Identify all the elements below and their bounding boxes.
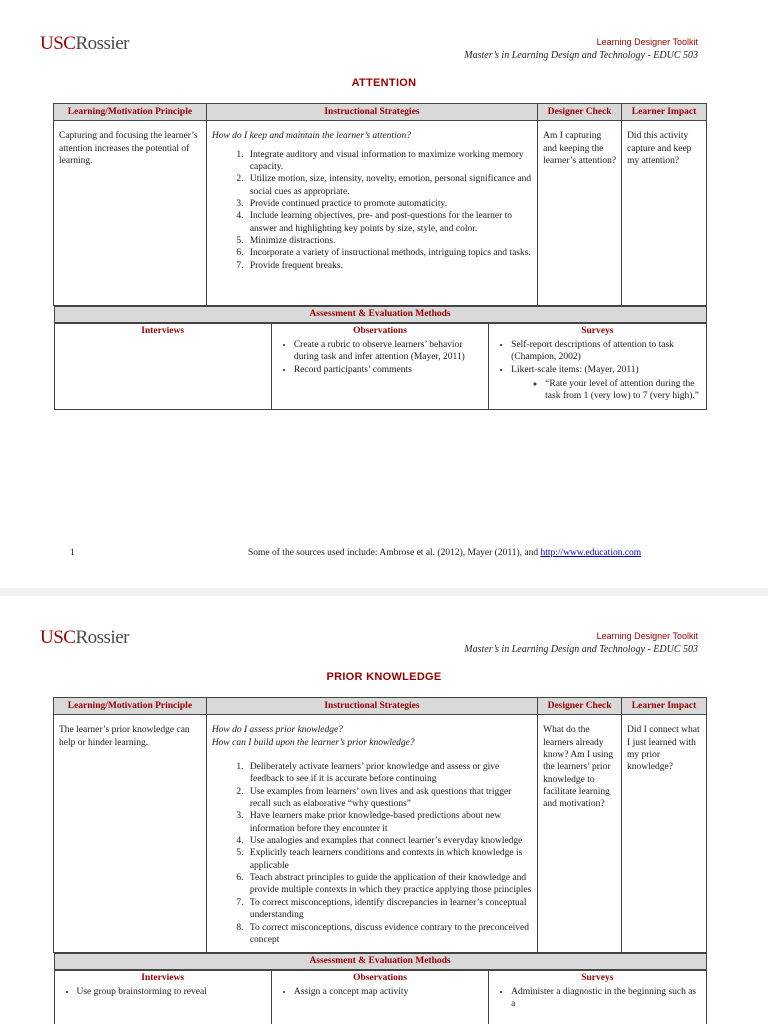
footnote-number: 1 xyxy=(70,548,75,558)
strategy-item: 1. Deliberately activate learners’ prior knowledge and assess or give feedback to see if it is accurate before continuing xyxy=(246,761,532,786)
observations-list xyxy=(276,986,484,998)
learner-impact-cell: Did I connect what I just learned with my prior knowledge? xyxy=(622,715,707,953)
assessment-header: Assessment & Evaluation Methods xyxy=(54,306,707,322)
program-subtitle: Master’s in Learning Design and Technology - EDUC 503 xyxy=(464,644,698,655)
surveys-cell xyxy=(489,323,706,409)
strategy-item: 7. Provide frequent breaks. xyxy=(246,260,532,272)
logo-rossier: Rossier xyxy=(75,627,129,648)
logo-rossier: Rossier xyxy=(75,33,129,54)
surveys-list xyxy=(493,986,701,1011)
assessment-table xyxy=(54,970,707,1024)
strategies-cell xyxy=(206,121,537,306)
principle-cell: Capturing and focusing the learner’s attention increases the potential of learning. xyxy=(54,121,207,306)
col-principle-header: Learning/Motivation Principle xyxy=(54,104,207,121)
survey-item-text: Likert-scale items: (Mayer, 2011) xyxy=(511,364,639,375)
designer-check-cell: What do the learners already know? Am I using the learners’ prior knowledge to facilitate learning and motivation? xyxy=(538,715,622,953)
col-strategies-header: Instructional Strategies xyxy=(206,104,537,121)
observations-header: Observations xyxy=(353,325,407,336)
observation-item: • Assign a concept map activity xyxy=(294,986,484,998)
attention-table xyxy=(53,103,707,410)
survey-subitem: ◦ “Rate your level of attention during the task from 1 (very low) to 7 (very high).” xyxy=(545,378,701,403)
strategy-item: 5. Minimize distractions. xyxy=(246,235,532,247)
observation-item: • Record participants’ comments xyxy=(294,364,484,376)
col-strategies-header: Instructional Strategies xyxy=(206,698,537,715)
toolkit-title: Learning Designer Toolkit xyxy=(596,631,698,641)
learner-impact-cell: Did this activity capture and keep my attention? xyxy=(622,121,707,306)
col-learner-impact-header: Learner Impact xyxy=(622,698,707,715)
strategy-item: 7. To correct misconceptions, identify discrepancies in learner’s conceptual understanding xyxy=(246,897,532,922)
strategy-item: 4. Include learning objectives, pre- and post-questions for the learner to answer and highlighting key points by size, style, and color. xyxy=(246,210,532,235)
assessment-header: Assessment & Evaluation Methods xyxy=(54,953,707,969)
designer-check-cell: Am I capturing and keeping the learner’s attention? xyxy=(538,121,622,306)
col-designer-check-header: Designer Check xyxy=(538,698,622,715)
col-designer-check-header: Designer Check xyxy=(538,104,622,121)
footnote-text: Some of the sources used include: Ambrose et al. (2012), Mayer (2011), and xyxy=(248,548,541,558)
surveys-cell xyxy=(489,970,706,1024)
strategy-question: How do I assess prior knowledge? xyxy=(211,725,343,736)
survey-sublist xyxy=(511,378,701,403)
col-learner-impact-header: Learner Impact xyxy=(622,104,707,121)
education-link[interactable]: http://www.education.com xyxy=(540,548,642,558)
strategy-item: 2. Utilize motion, size, intensity, novelty, emotion, personal significance and social cues as appropriate. xyxy=(246,173,532,198)
usc-rossier-logo xyxy=(40,33,129,55)
page-2 xyxy=(0,596,768,1024)
interviews-cell xyxy=(54,970,271,1024)
strategies-cell xyxy=(206,715,537,953)
program-subtitle: Master’s in Learning Design and Technology - EDUC 503 xyxy=(464,50,698,61)
toolkit-title: Learning Designer Toolkit xyxy=(596,37,698,47)
assessment-table xyxy=(54,323,707,410)
prior-knowledge-table xyxy=(53,697,707,1024)
interviews-cell xyxy=(54,323,271,409)
section-title-attention: ATTENTION xyxy=(351,77,417,89)
surveys-list xyxy=(493,339,701,403)
surveys-header: Surveys xyxy=(581,325,614,336)
strategy-list xyxy=(212,149,532,272)
survey-item xyxy=(511,364,701,403)
strategy-item: 8. To correct misconceptions, discuss evidence contrary to the preconceived concept xyxy=(246,922,532,947)
strategy-item: 3. Have learners make prior knowledge-based predictions about new information before they encounter it xyxy=(246,810,532,835)
observations-cell xyxy=(271,323,488,409)
interview-item: • Use group brainstorming to reveal xyxy=(77,986,267,998)
principle-cell: The learner’s prior knowledge can help or hinder learning. xyxy=(54,715,207,953)
section-title-prior-knowledge: PRIOR KNOWLEDGE xyxy=(326,671,442,683)
observation-item: • Create a rubric to observe learners’ behavior during task and infer attention (Mayer, 2011) xyxy=(294,339,484,364)
logo-usc: USC xyxy=(40,627,76,648)
strategy-item: 3. Provide continued practice to promote automaticity. xyxy=(246,198,532,210)
strategy-list xyxy=(212,761,532,946)
interviews-header: Interviews xyxy=(141,972,185,983)
page-separator xyxy=(0,588,768,596)
strategy-question: How can I build upon the learner’s prior knowledge? xyxy=(211,737,415,748)
survey-item: • Self-report descriptions of attention to task (Champion, 2002) xyxy=(511,339,701,364)
strategy-question: How do I keep and maintain the learner’s attention? xyxy=(211,131,411,142)
observations-header: Observations xyxy=(353,972,407,983)
observations-cell xyxy=(271,970,488,1024)
strategy-item: 6. Incorporate a variety of instructional methods, intriguing topics and tasks. xyxy=(246,247,532,259)
survey-item: • Administer a diagnostic in the beginning such as a xyxy=(511,986,701,1011)
col-principle-header: Learning/Motivation Principle xyxy=(54,698,207,715)
strategy-item: 4. Use analogies and examples that connect learner’s everyday knowledge xyxy=(246,835,532,847)
strategy-item: 6. Teach abstract principles to guide the application of their knowledge and provide multiple contexts in which they practice applying those principles xyxy=(246,872,532,897)
usc-rossier-logo xyxy=(40,627,129,649)
strategy-item: 1. Integrate auditory and visual information to maximize working memory capacity. xyxy=(246,149,532,174)
interviews-header: Interviews xyxy=(141,325,185,336)
surveys-header: Surveys xyxy=(581,972,614,983)
observations-list xyxy=(276,339,484,376)
footnote-sources xyxy=(248,548,641,558)
strategy-item: 2. Use examples from learners’ own lives and ask questions that trigger recall such as elaborative “why questions” xyxy=(246,786,532,811)
strategy-item: 5. Explicitly teach learners conditions and contexts in which knowledge is applicable xyxy=(246,847,532,872)
interviews-list xyxy=(59,986,267,998)
logo-usc: USC xyxy=(40,33,76,54)
